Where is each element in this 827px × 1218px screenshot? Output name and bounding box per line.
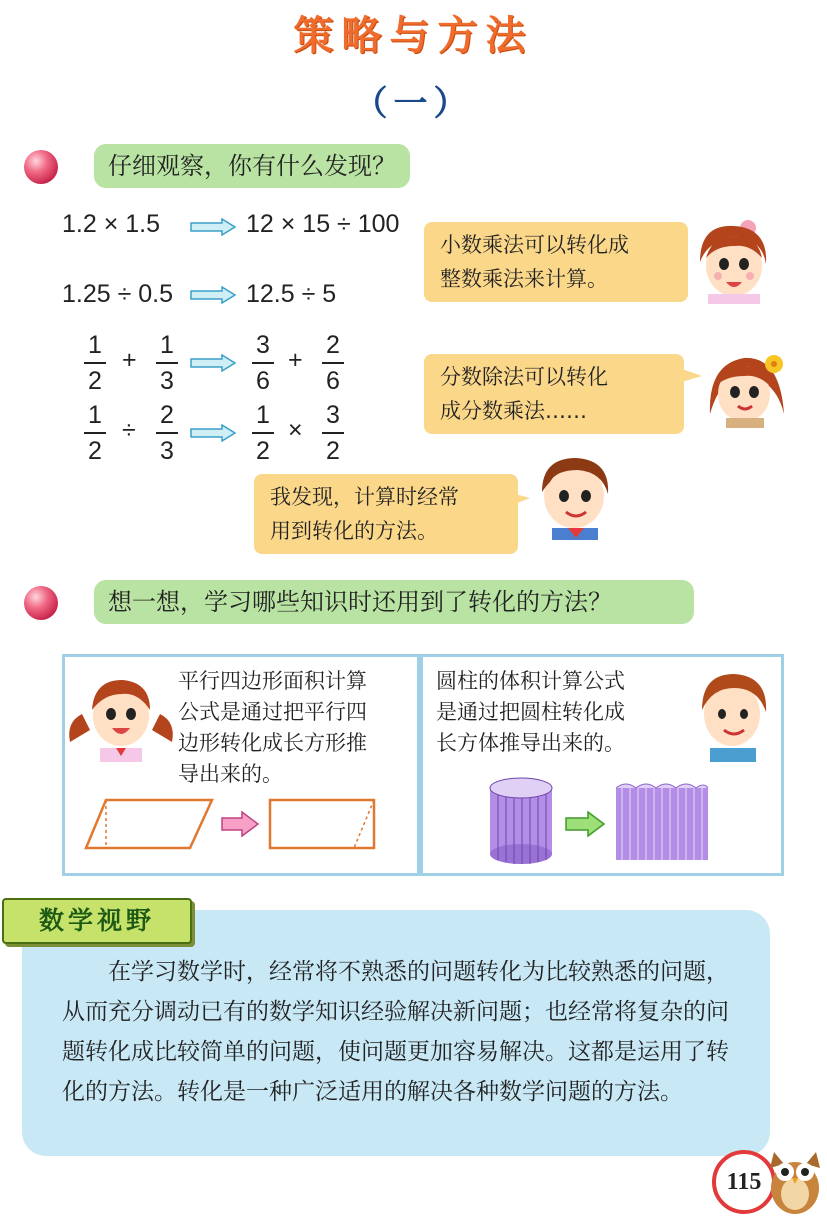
fraction: 1 3 — [156, 330, 178, 396]
row2-left: 1.25 ÷ 0.5 — [62, 280, 174, 308]
operator: × — [288, 416, 303, 444]
bubble-tail-icon — [500, 486, 530, 516]
section2-prompt: 想一想，学习哪些知识时还用到了转化的方法？ — [94, 580, 694, 624]
bubble-tail-icon — [654, 226, 688, 256]
speech-bubble: 我发现，计算时经常 用到转化的方法。 — [254, 474, 518, 554]
cylinder-shape — [486, 776, 556, 866]
operator: + — [122, 346, 137, 374]
parallelogram-shape — [84, 796, 214, 852]
fraction: 1 2 — [252, 400, 274, 466]
bullet-ball-icon — [24, 586, 58, 620]
bubble-tail-icon — [668, 360, 702, 390]
operator: ÷ — [122, 416, 136, 444]
page-title: 策略与方法 — [293, 13, 534, 59]
speech-bubble: 小数乘法可以转化成 整数乘法来计算。 — [424, 222, 688, 302]
row1-left: 1.2 × 1.5 — [62, 210, 160, 238]
boy-face-icon — [530, 448, 620, 540]
section1-prompt: 仔细观察，你有什么发现？ — [94, 144, 410, 188]
boy-face-icon — [690, 664, 774, 764]
math-horizon-text: 在学习数学时，经常将不熟悉的问题转化为比较熟悉的问题， 从而充分调动已有的数学知识经验解决新问题；也经常将复杂的问题转化成比较简单的问题，使问题更加容易解决。这都是运用了转化的方法。转化是一种广泛适用的解决各种数学问题的方法。 — [62, 959, 729, 1105]
girl-face-icon — [66, 664, 176, 764]
green-arrow-icon — [564, 810, 606, 838]
panel-left-text: 平行四边形面积计算 公式是通过把平行四 边形转化成长方形推 导出来的。 — [178, 669, 367, 786]
row1-right: 12 × 15 ÷ 100 — [246, 210, 400, 238]
rectangle-shape — [266, 796, 380, 852]
fraction: 3 6 — [252, 330, 274, 396]
pink-arrow-icon — [220, 810, 260, 838]
panel-right-text: 圆柱的体积计算公式 是通过把圆柱转化成 长方体推导出来的。 — [436, 669, 625, 755]
owl-icon — [766, 1146, 824, 1216]
row2-right: 12.5 ÷ 5 — [246, 280, 337, 308]
fraction: 2 3 — [156, 400, 178, 466]
math-horizon-tag: 数学视野 — [2, 898, 192, 944]
fraction: 1 2 — [84, 330, 106, 396]
arrow-icon — [190, 286, 236, 304]
arrow-icon — [190, 354, 236, 372]
page-number: 115 — [712, 1150, 776, 1214]
girl-face-icon — [704, 344, 788, 428]
speech-bubble: 分数除法可以转化 成分数乘法…… — [424, 354, 684, 434]
fraction: 3 2 — [322, 400, 344, 466]
arrow-icon — [190, 218, 236, 236]
bullet-ball-icon — [24, 150, 58, 184]
operator: + — [288, 346, 303, 374]
cuboid-shape — [612, 778, 712, 864]
arrow-icon — [190, 424, 236, 442]
fraction: 2 6 — [322, 330, 344, 396]
fraction: 1 2 — [84, 400, 106, 466]
page-subtitle: （一） — [353, 84, 474, 124]
girl-face-icon — [692, 218, 776, 304]
